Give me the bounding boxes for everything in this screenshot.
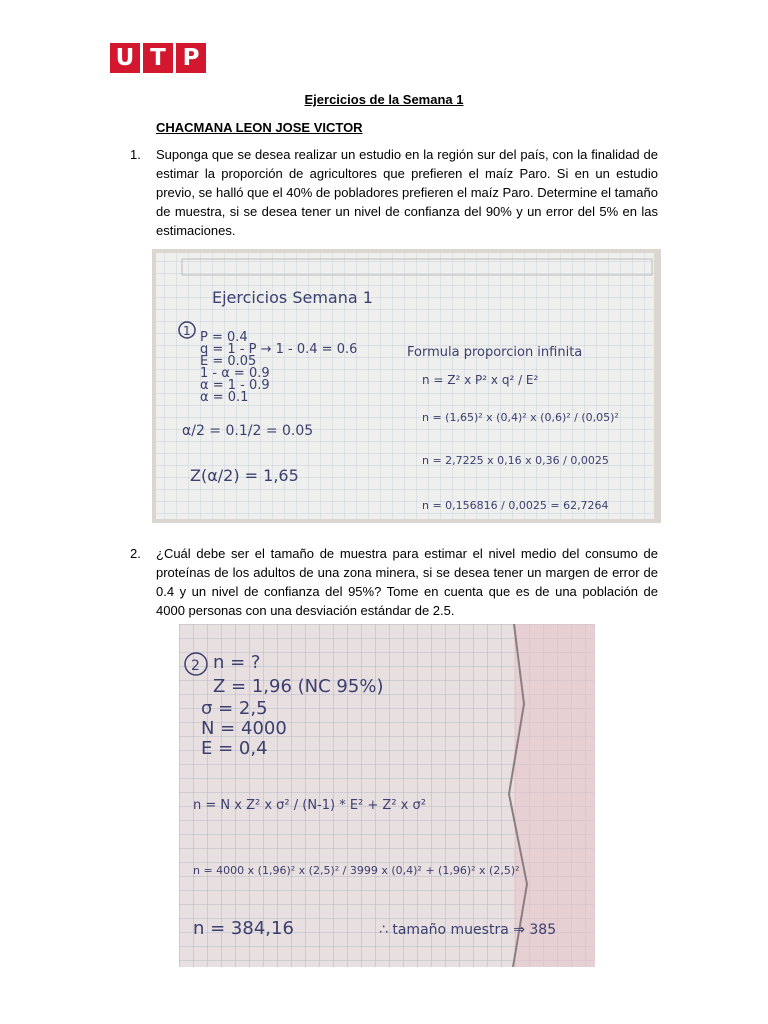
question-text: Suponga que se desea realizar un estudio en la región sur del país, con la finalidad de estimar la proporción de agricultores que prefieren el maíz Paro. Si en un estudio previo, se halló que el 40% de pobladores prefieren el maíz Paro. Determine el tamaño de muestra, si se desea tener un nivel de confianza del 90% y un error del 5% en las estimaciones. <box>156 147 658 238</box>
photo1-line: P = 0.4 <box>200 330 248 345</box>
photo1-formula: n = Z² x P² x q² / E² <box>422 373 539 387</box>
photo2-line: Z = 1,96 (NC 95%) <box>213 676 384 697</box>
photo2-line: σ = 2,5 <box>201 698 268 719</box>
photo2-substitution: n = 4000 x (1,96)² x (2,5)² / 3999 x (0,4)² + (1,96)² x (2,5)² <box>193 864 520 877</box>
photo1-step3: n = 0,156816 / 0,0025 = 62,7264 <box>422 499 609 512</box>
logo-letter-p: P <box>176 43 206 73</box>
utp-logo <box>110 43 206 73</box>
logo-letter-t: T <box>143 43 173 73</box>
photo1-circled-number: 1 <box>183 324 191 338</box>
photo1-line: 1 - α = 0.9 <box>200 366 270 381</box>
question-number: 2. <box>130 546 141 561</box>
handwritten-solution-photo-1 <box>152 249 661 523</box>
question-number: 1. <box>130 147 141 162</box>
photo1-line: α = 0.1 <box>200 390 249 405</box>
question-2 <box>130 544 658 620</box>
photo1-heading: Ejercicios Semana 1 <box>212 288 373 307</box>
photo2-result: n = 384,16 <box>193 918 294 939</box>
photo2-line: E = 0,4 <box>201 738 268 759</box>
photo1-step1: n = (1,65)² x (0,4)² x (0,6)² / (0,05)² <box>422 411 619 424</box>
photo2-line: n = ? <box>213 652 261 673</box>
logo-letter-u: U <box>110 43 140 73</box>
handwritten-solution-photo-2 <box>179 624 595 967</box>
photo2-formula: n = N x Z² x σ² / (N-1) * E² + Z² x σ² <box>193 798 426 813</box>
photo1-line: α = 1 - 0.9 <box>200 378 270 393</box>
photo2-conclusion: ∴ tamaño muestra ⇒ 385 <box>379 922 557 938</box>
photo2-line: N = 4000 <box>201 718 287 739</box>
document-title: Ejercicios de la Semana 1 <box>304 92 464 107</box>
photo2-circled-number: 2 <box>191 658 200 674</box>
photo1-line: q = 1 - P → 1 - 0.4 = 0.6 <box>200 342 358 357</box>
question-1 <box>130 145 658 240</box>
photo1-z-value: Z(α/2) = 1,65 <box>190 466 299 485</box>
photo1-alpha-half: α/2 = 0.1/2 = 0.05 <box>182 423 314 439</box>
photo1-formula-title: Formula proporcion infinita <box>407 345 583 360</box>
photo1-step2: n = 2,7225 x 0,16 x 0,36 / 0,0025 <box>422 454 609 467</box>
question-text: ¿Cuál debe ser el tamaño de muestra para estimar el nivel medio del consumo de proteínas de los adultos de una zona minera, si se desea tener un margen de error de 0.4 y un nivel de confianza del 95%? Tome en cuenta que es de una población de 4000 personas con una desviación estándar de 2.5. <box>156 546 658 618</box>
author-name: CHACMANA LEON JOSE VICTOR <box>156 120 363 135</box>
photo1-line: E = 0.05 <box>200 354 257 369</box>
